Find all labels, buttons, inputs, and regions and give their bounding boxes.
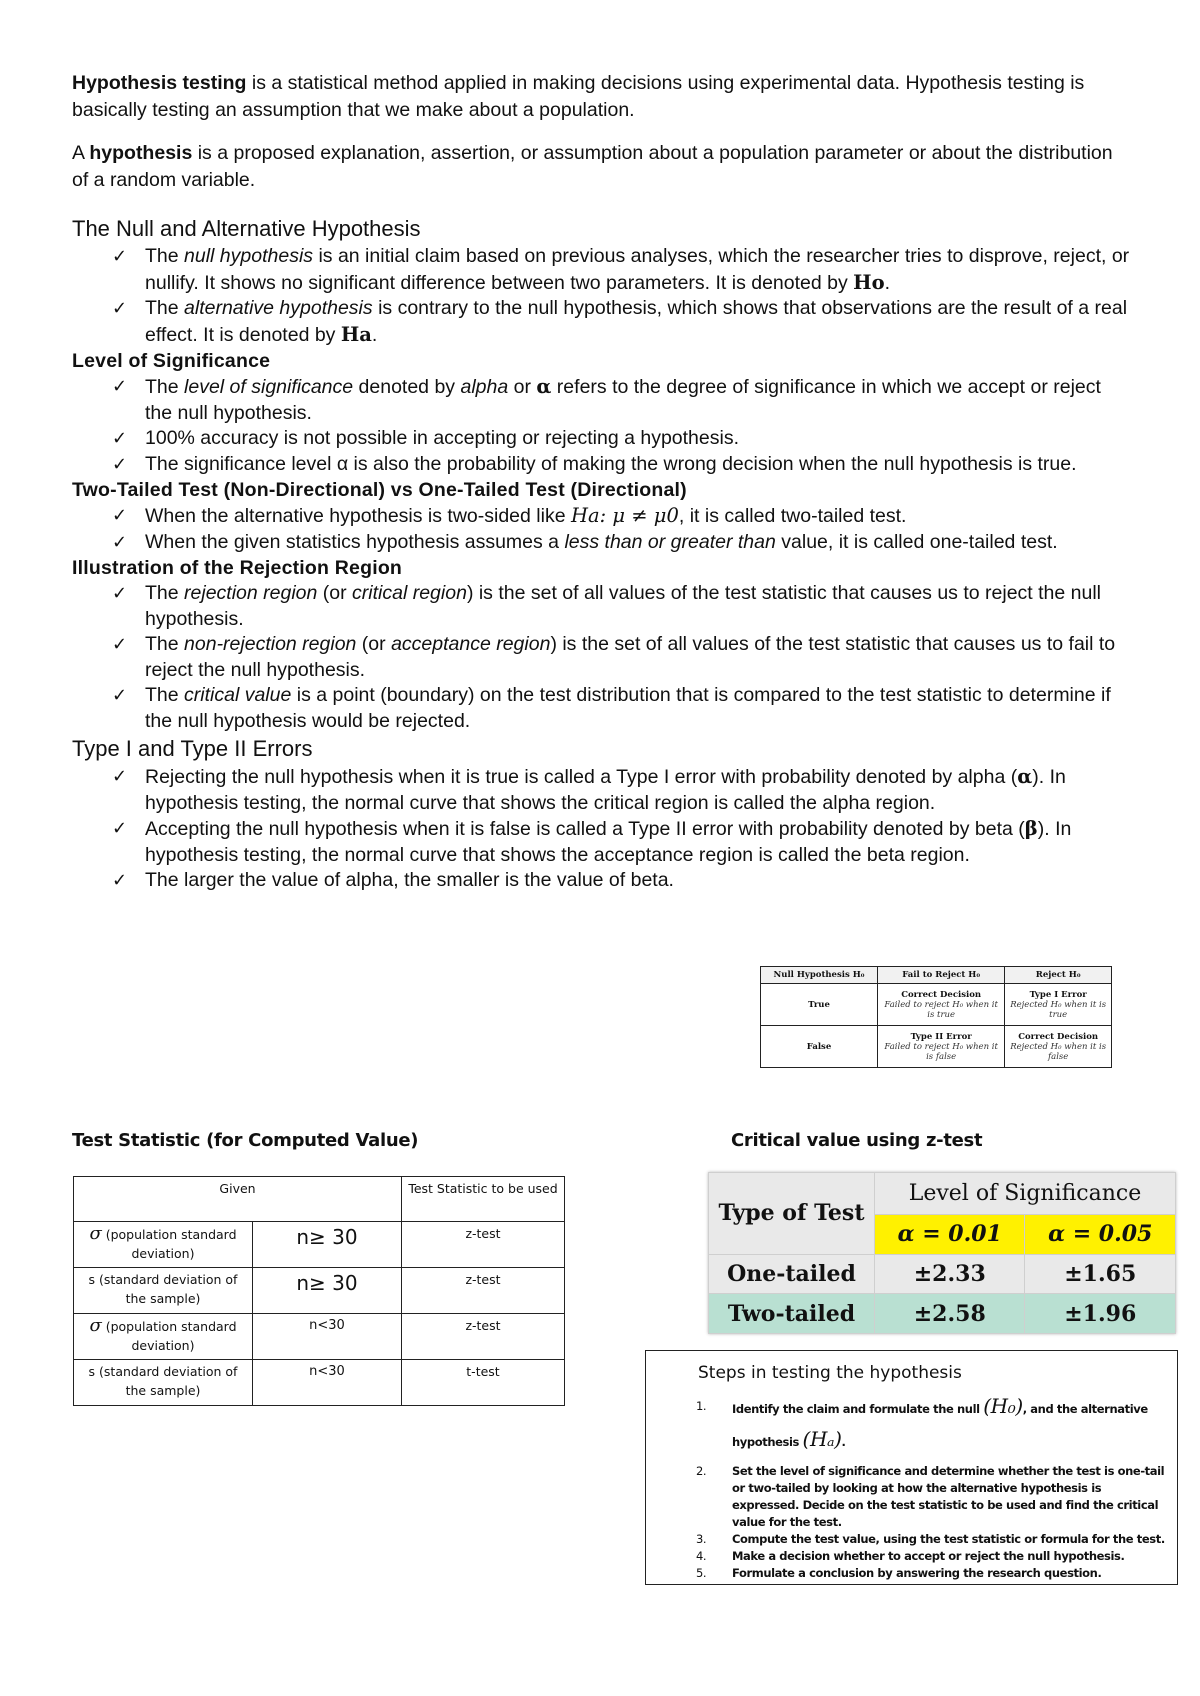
symbol-ha-two-sided: Ha: μ ≠ μ0 <box>570 504 679 527</box>
n-cell: n≥ 30 <box>253 1222 402 1268</box>
symbol-ho: Ho <box>853 270 885 294</box>
row-label: True <box>761 984 878 1026</box>
text: . <box>371 323 378 346</box>
text: (or <box>317 582 353 604</box>
step-number: 4. <box>696 1549 707 1563</box>
text: value, it is called one-tailed test. <box>775 530 1058 553</box>
check-icon: ✓ <box>112 298 128 319</box>
test-statistic-table <box>73 1176 565 1406</box>
type-of-test-header: Type of Test <box>709 1173 875 1255</box>
list-item <box>72 816 1132 868</box>
term-non-rejection-region: non-rejection region <box>184 633 357 655</box>
heading-tailed-tests: Two-Tailed Test (Non-Directional) vs One-Tailed Test (Directional) <box>72 479 687 501</box>
check-icon: ✓ <box>112 583 128 604</box>
test-cell: t-test <box>402 1360 565 1406</box>
given-cell <box>74 1360 253 1406</box>
table-row <box>74 1268 565 1314</box>
symbol-ha: (Hₐ) <box>802 1427 842 1451</box>
text: is a point (boundary) on the test distribution that is compared to the test statistic to determine if the null hypothesis would be rejected. <box>145 684 1111 732</box>
term-critical-value: critical value <box>184 684 292 706</box>
text: is contrary to the null hypothesis, which shows that observations are the result of a real effect. It is denoted by <box>145 297 1128 346</box>
alpha-header: α = 0.05 <box>1025 1214 1176 1254</box>
given-cell <box>74 1222 253 1268</box>
table-header-row <box>74 1177 565 1222</box>
test-statistic-label: Test Statistic (for Computed Value) <box>72 1130 419 1151</box>
text: The <box>145 582 185 604</box>
text: ) is the set of all values of the test statistic that causes us to reject the null hypothesis. <box>145 582 1102 630</box>
given-text: s (standard deviation of the sample) <box>88 1364 238 1398</box>
cell-sub: Rejected H₀ when it is false <box>1010 1041 1107 1062</box>
intro-paragraph-2 <box>72 140 1132 194</box>
list-item <box>72 296 1132 348</box>
heading-null-alternative: The Null and Alternative Hypothesis <box>72 216 421 241</box>
table-header: Fail to Reject H₀ <box>878 967 1005 984</box>
list-item <box>72 868 1132 894</box>
cell-sub: Failed to reject H₀ when it is false <box>884 1041 998 1062</box>
list-item <box>696 1565 1166 1582</box>
test-cell: z-test <box>402 1268 565 1314</box>
test-type-cell: One-tailed <box>709 1254 875 1294</box>
symbol-alpha: α <box>1017 765 1033 788</box>
table-row <box>74 1360 565 1406</box>
symbol-ha: Ha <box>340 322 372 346</box>
text: (or <box>356 633 392 655</box>
step-number: 1. <box>696 1399 707 1413</box>
text: Compute the test value, using the test statistic or formula for the test. <box>732 1532 1165 1546</box>
text: The <box>145 376 185 398</box>
text: refers to the degree of significance in which we accept or reject the null hypothesis. <box>145 376 1101 424</box>
list-item <box>696 1548 1166 1565</box>
table-header-row <box>709 1173 1176 1215</box>
critical-value-table <box>708 1172 1176 1334</box>
text: Make a decision whether to accept or reject the null hypothesis. <box>732 1549 1125 1563</box>
text: The <box>145 633 185 655</box>
table-header: Reject H₀ <box>1005 967 1112 984</box>
critical-value-cell: ±2.58 <box>875 1294 1025 1334</box>
text: The <box>145 245 185 267</box>
table-row <box>709 1294 1176 1334</box>
text: The larger the value of alpha, the smaller is the value of beta. <box>145 869 674 891</box>
text: The <box>145 297 185 319</box>
given-text: s (standard deviation of the sample) <box>88 1272 238 1306</box>
list-item <box>72 374 1132 426</box>
heading-rejection-region: Illustration of the Rejection Region <box>72 557 403 579</box>
list-item <box>696 1463 1166 1531</box>
text: The significance level α is also the probability of making the wrong decision when the null hypothesis is true. <box>145 452 1077 475</box>
cell-title: Correct Decision <box>1018 1031 1099 1042</box>
term-less-greater: less than or greater than <box>564 530 776 553</box>
errors-list <box>72 764 1132 894</box>
test-cell: z-test <box>402 1222 565 1268</box>
table-cell <box>878 1026 1005 1068</box>
check-icon: ✓ <box>112 453 128 475</box>
list-item <box>72 426 1132 452</box>
critical-value-label: Critical value using z-test <box>731 1130 983 1151</box>
intro-paragraph-1 <box>72 70 1132 124</box>
cell-title: Type I Error <box>1029 989 1087 1000</box>
table-header: Test Statistic to be used <box>402 1177 565 1222</box>
text: , and the alternative hypothesis <box>732 1402 1148 1449</box>
term-acceptance-region: acceptance region <box>391 633 551 655</box>
given-cell <box>74 1314 253 1360</box>
text: Rejecting the null hypothesis when it is true is called a Type I error with probability denoted by alpha ( <box>145 766 1018 788</box>
n-cell: n≥ 30 <box>253 1268 402 1314</box>
check-icon: ✓ <box>112 634 128 655</box>
intro-p2-prefix: A <box>72 142 90 164</box>
term-rejection-region: rejection region <box>184 582 318 604</box>
text: Formulate a conclusion by answering the research question. <box>732 1566 1102 1580</box>
test-cell: z-test <box>402 1314 565 1360</box>
check-icon: ✓ <box>112 685 128 706</box>
table-row <box>74 1222 565 1268</box>
text: or <box>508 376 537 398</box>
text: When the given statistics hypothesis assumes a <box>145 530 565 553</box>
cell-title: Type II Error <box>910 1031 972 1042</box>
cell-sub: Rejected H₀ when it is true <box>1010 999 1107 1020</box>
main-text <box>72 70 1132 894</box>
list-item <box>696 1531 1166 1548</box>
steps-title: Steps in testing the hypothesis <box>698 1363 962 1383</box>
list-item <box>72 452 1132 478</box>
row-label: False <box>761 1026 878 1068</box>
check-icon: ✓ <box>112 376 128 397</box>
text: ). In hypothesis testing, the normal curve that shows the acceptance region is called the beta region. <box>145 818 1072 866</box>
cell-title: Correct Decision <box>901 989 982 1000</box>
table-cell <box>1005 984 1112 1026</box>
n-cell: n<30 <box>253 1314 402 1360</box>
table-header-row <box>761 967 1112 984</box>
check-icon: ✓ <box>112 870 128 891</box>
step-number: 3. <box>696 1532 707 1546</box>
step-number: 2. <box>696 1464 707 1478</box>
critical-value-cell: ±1.65 <box>1025 1254 1176 1294</box>
cell-sub: Failed to reject H₀ when it is true <box>884 999 998 1020</box>
alpha-header: α = 0.01 <box>875 1214 1025 1254</box>
text: ). In hypothesis testing, the normal curve that shows the critical region is called the alpha region. <box>145 766 1066 814</box>
text: When the alternative hypothesis is two-sided like <box>145 505 571 527</box>
text: 100% accuracy is not possible in accepting or rejecting a hypothesis. <box>145 427 739 449</box>
check-icon: ✓ <box>112 531 128 553</box>
term-hypothesis: hypothesis <box>89 142 193 164</box>
given-cell <box>74 1268 253 1314</box>
table-header: Null Hypothesis H₀ <box>761 967 878 984</box>
text: denoted by <box>353 376 461 398</box>
table-cell <box>878 984 1005 1026</box>
term-alternative-hypothesis: alternative hypothesis <box>184 297 373 319</box>
list-item <box>72 683 1132 734</box>
heading-level-of-significance: Level of Significance <box>72 350 271 372</box>
table-row <box>74 1314 565 1360</box>
list-item <box>696 1391 1166 1457</box>
null-alt-list <box>72 244 1132 348</box>
intro-p1-text: is a statistical method applied in making decisions using experimental data. Hypothesis testing is basically testing an assumption that we make about a population. <box>72 72 1085 121</box>
term-null-hypothesis: null hypothesis <box>184 245 314 267</box>
critical-value-cell: ±1.96 <box>1025 1294 1176 1334</box>
text: Set the level of significance and determine whether the test is one-tail or two-tailed by looking at how the alternative hypothesis is expressed. Decide on the test statistic to be used and find the critical value for the test. <box>732 1464 1165 1529</box>
symbol-h0: (H₀) <box>983 1394 1023 1418</box>
check-icon: ✓ <box>112 818 128 839</box>
n-cell: n<30 <box>253 1360 402 1406</box>
rejection-list <box>72 581 1132 734</box>
intro-p2-text: is a proposed explanation, assertion, or assumption about a population parameter or about the distribution of a random variable. <box>72 142 1113 191</box>
list-item <box>72 503 1132 530</box>
list-item <box>72 581 1132 632</box>
tails-list <box>72 503 1132 555</box>
error-decision-table <box>760 966 1112 1068</box>
list-item <box>72 632 1132 683</box>
text: The <box>145 684 185 706</box>
critical-value-cell: ±2.33 <box>875 1254 1025 1294</box>
text: . <box>884 271 891 294</box>
text: , it is called two-tailed test. <box>678 505 907 527</box>
check-icon: ✓ <box>112 246 128 267</box>
term-critical-region: critical region <box>352 582 467 604</box>
text: Identify the claim and formulate the null <box>732 1402 984 1416</box>
symbol-sigma: σ <box>89 1223 102 1244</box>
term-alpha: alpha <box>460 376 509 398</box>
text: ) is the set of all values of the test statistic that causes us to fail to reject the null hypothesis. <box>145 633 1116 681</box>
symbol-beta: β <box>1024 817 1038 840</box>
text: . <box>841 1435 846 1449</box>
check-icon: ✓ <box>112 505 128 526</box>
table-header: Given <box>74 1177 402 1222</box>
text: Accepting the null hypothesis when it is false is called a Type II error with probability denoted by beta ( <box>145 818 1025 840</box>
list-item <box>72 764 1132 816</box>
symbol-alpha: α <box>536 375 552 398</box>
level-of-significance-header: Level of Significance <box>875 1173 1176 1215</box>
symbol-sigma: σ <box>89 1315 102 1336</box>
step-number: 5. <box>696 1566 707 1580</box>
table-row <box>761 1026 1112 1068</box>
term-level-of-significance: level of significance <box>184 376 354 398</box>
term-hypothesis-testing: Hypothesis testing <box>72 72 247 94</box>
text: is an initial claim based on previous analyses, which the researcher tries to disprove, reject, or nullify. It shows no significant difference between two parameters. It is denoted by <box>145 245 1130 294</box>
steps-box <box>645 1350 1178 1585</box>
check-icon: ✓ <box>112 428 128 449</box>
steps-list <box>696 1391 1166 1582</box>
list-item <box>72 244 1132 296</box>
check-icon: ✓ <box>112 766 128 787</box>
list-item <box>72 530 1132 556</box>
table-row <box>761 984 1112 1026</box>
test-type-cell: Two-tailed <box>709 1294 875 1334</box>
table-row <box>709 1254 1176 1294</box>
given-text: (population standard deviation) <box>101 1319 237 1353</box>
heading-type-errors: Type I and Type II Errors <box>72 736 313 761</box>
table-cell <box>1005 1026 1112 1068</box>
given-text: (population standard deviation) <box>101 1227 237 1261</box>
significance-list <box>72 374 1132 477</box>
